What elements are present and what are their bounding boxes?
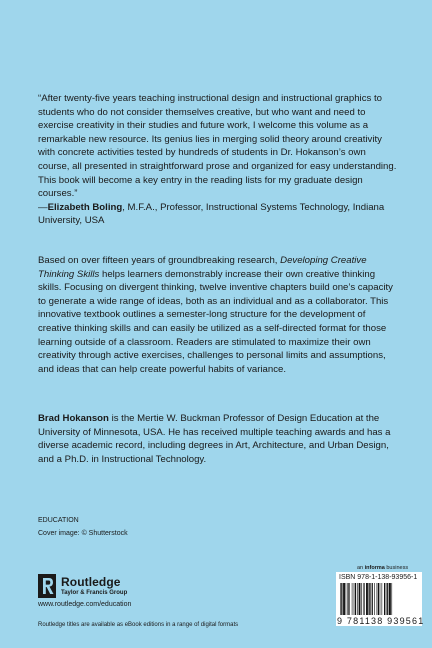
description-body: helps learners demonstrably increase their own creative thinking skills. Focusing on divergent thinking, twelve inventive chapters build one’s capacity to generate a wide range of ideas, both as an individual and as a collaborator. This innovative textbook outlines a semester-long structure for the development of creative thinking skills and can easily be utilized as a self-directed format for those learning outside of a classroom. Readers are stimulated to maximize their own creativity through active exercises, challenges to personal limits and assumptions, and ideas that can help create powerful habits of variance. [38, 268, 393, 375]
publisher-name: Routledge [61, 575, 121, 589]
publisher-group: Taylor & Francis Group [61, 590, 128, 596]
barcode-bar [378, 583, 379, 615]
attribution-details: , M.F.A., Professor, Instructional Systems Technology, Indiana University, USA [38, 201, 385, 227]
barcode-bar [364, 583, 365, 615]
barcode-bar [377, 583, 378, 615]
routledge-logo-icon [38, 574, 56, 598]
informa-brand: informa [364, 565, 385, 571]
isbn-label: ISBN 978-1-138-93956-1 [339, 574, 418, 581]
author-name: Brad Hokanson [38, 413, 109, 424]
barcode-bar [352, 583, 353, 615]
cover-image-credit: Cover image: © Shutterstock [38, 530, 128, 537]
barcode-bar [359, 583, 361, 615]
barcode-bar [384, 583, 385, 615]
book-description [38, 254, 398, 376]
barcode-bar [372, 583, 373, 615]
book-title: Developing Creative Thinking Skills [38, 255, 367, 280]
barcode-bar [343, 583, 345, 615]
barcode-bar [346, 583, 347, 615]
barcode-bar [361, 583, 362, 615]
publisher-logo [38, 574, 188, 614]
attribution-dash: — [38, 201, 48, 213]
barcode-bars [340, 583, 418, 615]
publisher-url[interactable]: www.routledge.com/education [38, 601, 132, 608]
barcode-bar [347, 583, 348, 615]
informa-prefix: an [357, 565, 365, 571]
barcode-bar [386, 583, 387, 615]
barcode-bar [363, 583, 364, 615]
author-bio [38, 412, 398, 466]
barcode-bar [349, 583, 350, 615]
barcode-bar [389, 583, 391, 615]
barcode-digits: 9 781138 939561 [337, 616, 425, 626]
barcode-bar [341, 583, 342, 615]
barcode-bar [391, 583, 392, 615]
author-bio-text: is the Mertie W. Buckman Professor of Design Education at the University of Minnesota, USA. He has received multiple teaching awards and has a diverse academic record, including degrees in Art, Architecture, and Urban Design, and a Ph.D. in Instructional Technology. [38, 413, 391, 465]
informa-business-label [357, 565, 408, 571]
quote-text: “After twenty-five years teaching instructional design and instructional graphics to students who do not consider themselves creative, but who want and need to exercise creativity in their studies and future work, I welcome this volume as a remarkable new resource. Its genius lies in merging solid theory around creativity with concrete activities tested by hundreds of students in Dr. Hokanson’s own course, all presented in straightforward prose and organized for easy understanding. This book will become a key entry in the reading lists for my graduate design courses.” [38, 93, 397, 200]
barcode-bar [382, 583, 383, 615]
isbn-barcode [336, 572, 425, 626]
barcode-bar [366, 583, 368, 615]
endorsement-quote [38, 92, 398, 228]
barcode-bar [369, 583, 370, 615]
barcode-bar [380, 583, 381, 615]
barcode-bar [387, 583, 388, 615]
subject-category: EDUCATION [38, 517, 79, 524]
barcode-bar [370, 583, 371, 615]
barcode-bar [374, 583, 375, 615]
informa-suffix: business [384, 565, 409, 571]
description-intro: Based on over fifteen years of groundbreaking research, [38, 255, 278, 266]
barcode-bar [354, 583, 355, 615]
ebook-availability-note: Routledge titles are available as eBook editions in a range of digital formats [38, 622, 239, 628]
barcode-bar [357, 583, 358, 615]
barcode-bar [355, 583, 356, 615]
barcode-bar [340, 583, 341, 615]
attribution-name: Elizabeth Boling [47, 201, 123, 213]
